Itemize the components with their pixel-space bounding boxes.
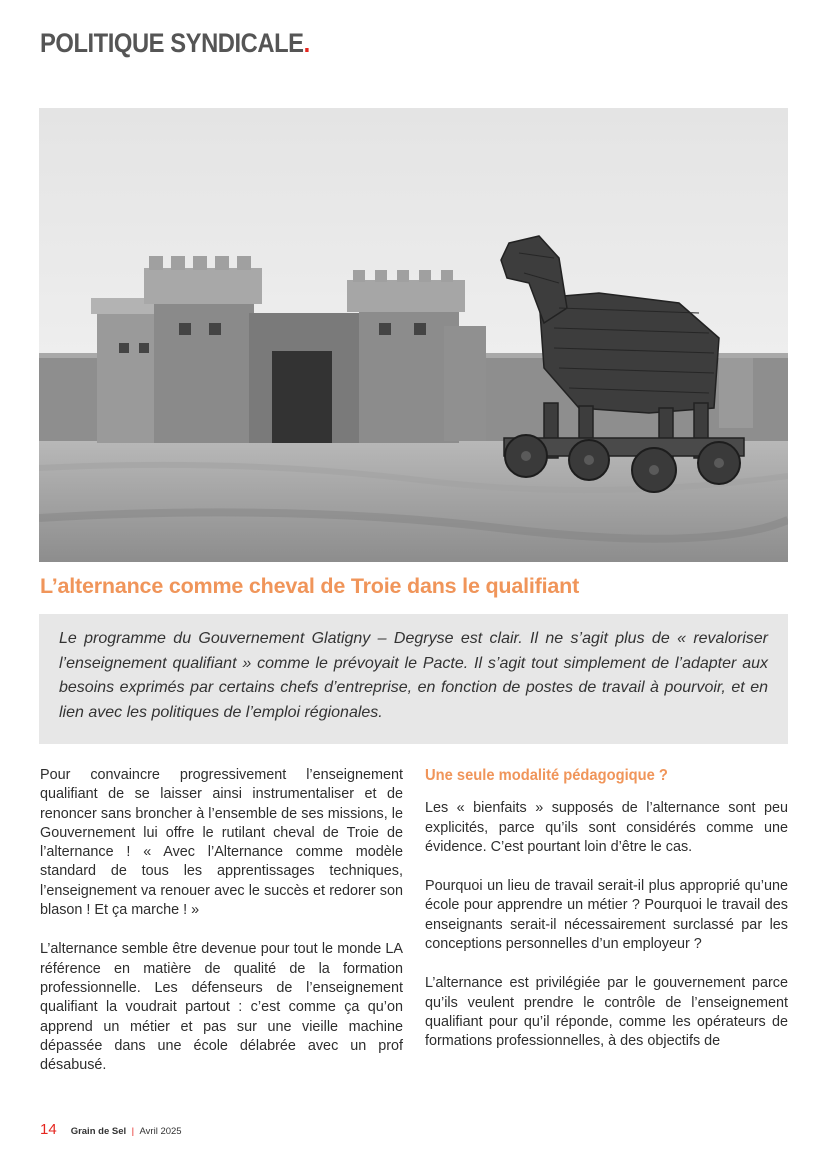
article-headline: L’alternance comme cheval de Troie dans le qualifiant	[40, 574, 580, 598]
article-lead-box	[39, 614, 788, 744]
publication-name: Grain de Sel	[70, 1126, 127, 1137]
footer-separator: |	[131, 1126, 135, 1137]
paragraph: L’alternance semble être devenue pour tout le monde LA référence en matière de qualité de la formation professionnelle. Les défenseurs de l’enseignement qualifiant la voudrait partout : c’est comme ça qu’on apprend un métier et pas sur une vieille machine dépassée dans une école délabrée avec un prof désabusé.	[40, 941, 403, 1074]
paragraph: Pour convaincre progressivement l’enseignement qualifiant de se laisser ainsi instrumentaliser et de renoncer sans broncher à l’ensemble de ses missions, le Gouvernement lui offre le rutilant cheval de Troie de l’alternance ! « Avec l’Alternance comme modèle standard de tous les apprentissages techniques, l’enseignement va renouer avec le succès et redorer son blason ! Et ça marche ! »	[40, 767, 403, 919]
page-footer	[40, 1121, 182, 1139]
section-title-dot: .	[303, 28, 310, 58]
hero-image	[39, 108, 788, 562]
section-title: POLITIQUE SYNDICALE.	[40, 28, 310, 58]
issue-date: Avril 2025	[139, 1126, 182, 1137]
paragraph: Pourquoi un lieu de travail serait-il plus approprié qu’une école pour apprendre un métier ? Pourquoi le travail des enseignants serait-il nécessairement surclassé par les conceptions personnelles d’un employeur ?	[425, 878, 788, 953]
trojan-horse-illustration	[39, 108, 788, 562]
paragraph: L’alternance est privilégiée par le gouvernement parce qu’ils veulent prendre le contrôle de l’enseignement qualifiant pour qu’il réponde, comme les opérateurs de formations professionnelles, à des objectifs de	[425, 975, 788, 1050]
article-lead: Le programme du Gouvernement Glatigny – Degryse est clair. Il ne s’agit plus de « revaloriser l’enseignement qualifiant » comme le prévoyait le Pacte. Il s’agit tout simplement de l’adapter aux besoins exprimés par certains chefs d’entreprise, en fonction de postes de travail à pourvoir, et en lien avec les politiques de l’emploi régionales.	[59, 630, 768, 721]
paragraph: Les « bienfaits » supposés de l’alternance sont peu explicités, parce qu’ils sont considérés comme une évidence. C’est pourtant loin d’être le cas.	[425, 800, 788, 855]
article-column-right	[425, 766, 788, 1072]
page-number: 14	[40, 1121, 57, 1138]
article-subheading: Une seule modalité pédagogique ?	[425, 767, 668, 784]
article-column-left	[40, 766, 403, 1095]
